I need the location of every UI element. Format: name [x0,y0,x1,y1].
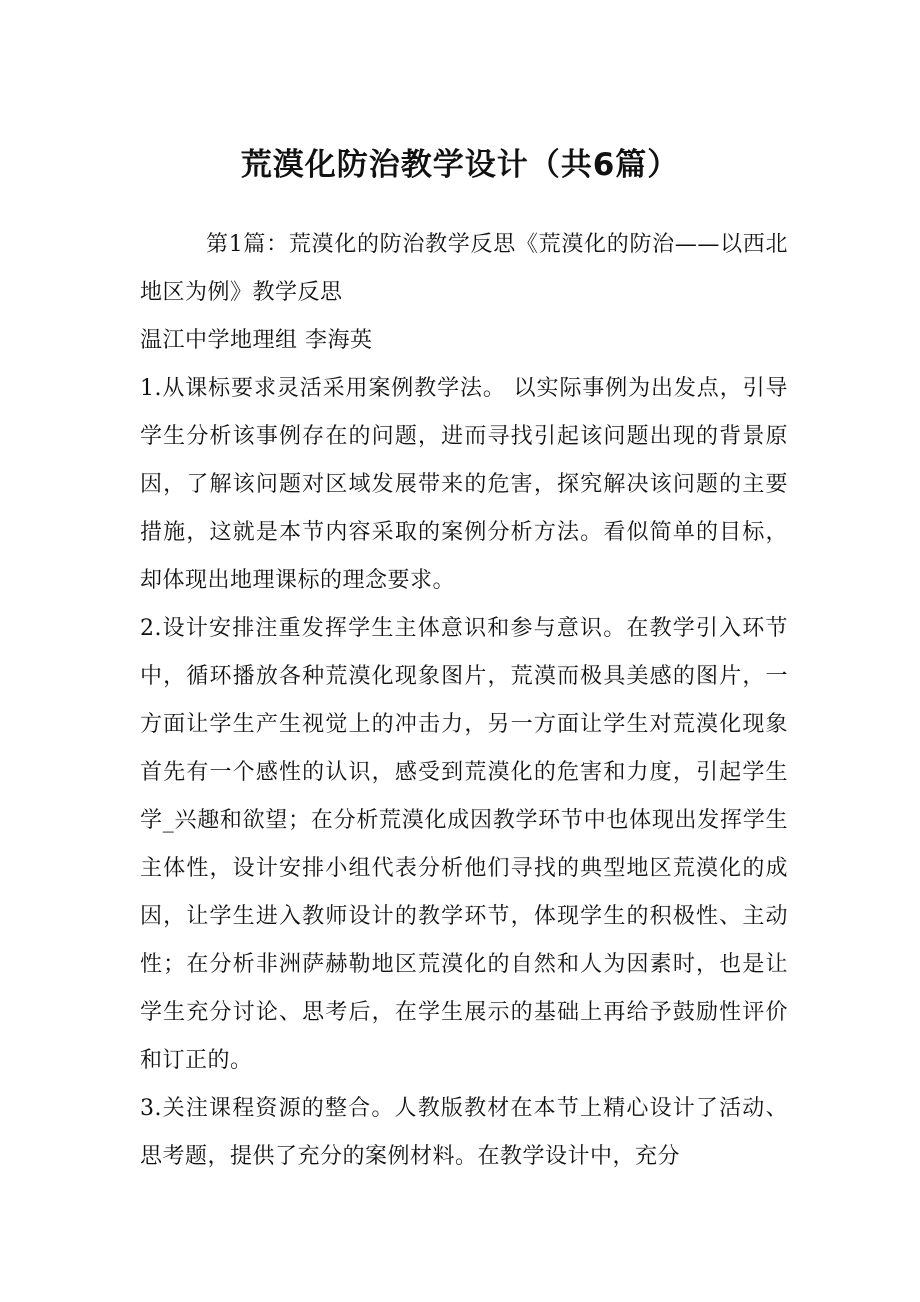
paragraph-point-3: 3.关注课程资源的整合。人教版教材在本节上精心设计了活动、思考题，提供了充分的案例材料。在教学设计中，充分 [140,1096,788,1169]
paragraph-author: 温江中学地理组 李海英 [140,328,373,353]
paragraph-heading: 第1篇：荒漠化的防治教学反思《荒漠化的防治——以西北地区为例》教学反思 [140,232,788,305]
document-body [140,221,788,1181]
paragraph-point-2: 2.设计安排注重发挥学生主体意识和参与意识。在教学引入环节中，循环播放各种荒漠化现象图片，荒漠而极具美感的图片，一方面让学生产生视觉上的冲击力，另一方面让学生对荒漠化现象首先有一个感性的认识，感受到荒漠化的危害和力度，引起学生学_兴趣和欲望；在分析荒漠化成因教学环节中也体现出发挥学生主体性，设计安排小组代表分析他们寻找的典型地区荒漠化的成因，让学生进入教师设计的教学环节，体现学生的积极性、主动性；在分析非洲萨赫勒地区荒漠化的自然和人为因素时，也是让学生充分讨论、思考后，在学生展示的基础上再给予鼓励性评价和订正的。 [140,616,788,1073]
paragraph-point-1: 1.从课标要求灵活采用案例教学法。 以实际事例为出发点，引导学生分析该事例存在的问题，进而寻找引起该问题出现的背景原因，了解该问题对区域发展带来的危害，探究解决该问题的主要措施，这就是本节内容采取的案例分析方法。看似简单的目标，却体现出地理课标的理念要求。 [140,376,788,593]
document-title: 荒漠化防治教学设计（共6篇） [240,147,680,183]
